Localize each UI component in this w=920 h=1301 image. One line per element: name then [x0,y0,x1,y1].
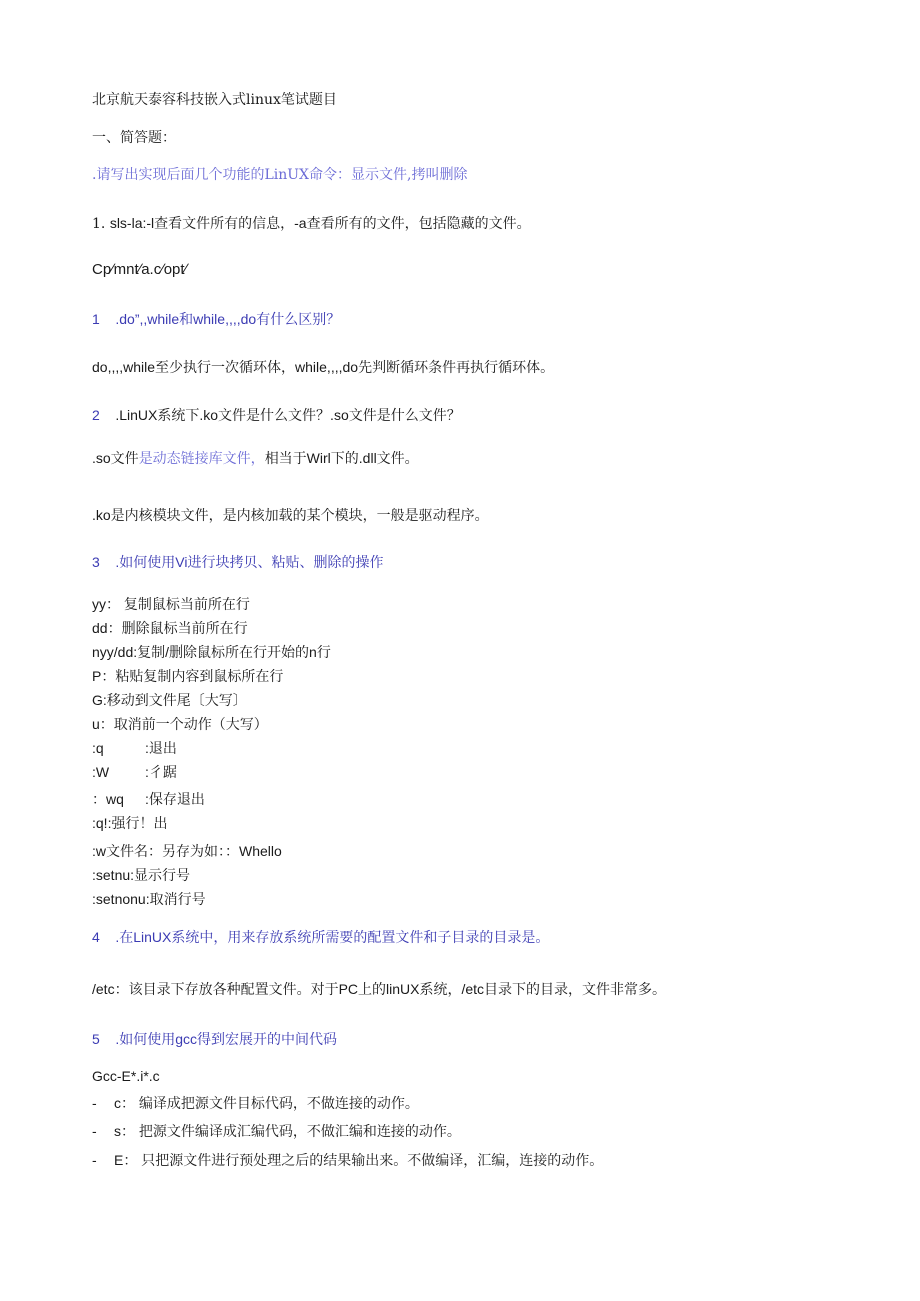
vi-command-desc: 粘贴复制内容到鼠标所在行 [115,668,284,684]
vi-command: :w [92,843,106,859]
list-dash: - [92,1123,97,1139]
gcc-option-desc: 只把源文件进行预处理之后的结果输出来。不做编译，汇编，连接的动作。 [141,1152,604,1168]
question-5 [92,1030,337,1048]
question-5-number: 5 [92,1031,100,1047]
gcc-option: c： [114,1095,135,1111]
vi-command-desc: 文件名：另存为如：：Whello [106,843,282,859]
vi-command: ：wq [92,791,124,807]
vi-command-desc: 取消行号 [149,891,206,907]
answer-2-so-suffix: 相当于Wirl下的.dll文件。 [264,450,419,466]
answer-0-number: 1. [92,216,110,232]
vi-command-desc: 显示行号 [134,867,191,883]
vi-command-row [92,619,248,637]
question-4-number: 4 [92,929,100,945]
vi-command: :q [92,740,104,756]
vi-command-desc: :退出 [145,740,177,756]
vi-command: :setnonu: [92,891,150,907]
gcc-option-row [92,1151,603,1169]
vi-command-desc: 取消前一个动作（大写） [113,716,268,732]
vi-command: P： [92,668,116,684]
question-4 [92,928,549,946]
document-title: 北京航天泰容科技嵌入式linux笔试题目 [92,92,337,108]
answer-0-text: sls-la:-l查看文件所有的信息，-a查看所有的文件，包括隐藏的文件。 [109,215,531,231]
answer-4: /etc：该目录下存放各种配置文件。对于PC上的linUX系统，/etc目录下的目录，文件非常多。 [92,981,667,997]
vi-command-desc: :彳踞 [145,764,177,780]
vi-command-desc: 强行！出 [111,815,168,831]
vi-command-row [92,866,190,884]
answer-0-line2: Cp∕mnt∕a.c∕opt∕ [92,261,188,278]
question-1-number: 1 [92,311,100,327]
vi-command-row [92,667,283,685]
vi-command-desc: :保存退出 [145,791,205,807]
answer-1: do,,,,while至少执行一次循环体，while,,,,do先判断循环条件再执行循环体。 [92,359,555,375]
vi-command-row [92,643,331,661]
gcc-option-row [92,1122,461,1140]
question-1-text: .do”,,while和while,,,,do有什么区别？ [115,311,341,327]
answer-5-head: Gcc-E*.i*.c [92,1068,160,1084]
vi-command: dd： [92,620,122,636]
gcc-option: E： [114,1152,138,1168]
vi-command-row [92,814,167,832]
question-0: .请写出实现后面几个功能的LinUX命令：显示文件,拷叫删除 [92,167,468,183]
vi-command: yy： [92,596,120,612]
gcc-option: s： [114,1123,135,1139]
list-dash: - [92,1152,97,1168]
vi-command-row [92,715,268,733]
answer-2-so-prefix: .so文件 [92,450,139,466]
vi-command-row [92,691,247,709]
answer-2-so [92,449,419,467]
gcc-option-row [92,1094,419,1112]
vi-command-row [92,842,282,860]
vi-command: :setnu: [92,867,135,883]
vi-command: :q!: [92,815,112,831]
answer-2-ko: .ko是内核模块文件，是内核加载的某个模块，一般是驱动程序。 [92,507,489,523]
vi-command-desc: 复制/删除鼠标所在行开始的n行 [137,644,331,660]
vi-command-row [92,763,177,781]
vi-command-row [92,739,177,757]
vi-command: u： [92,716,114,732]
answer-0-line1 [92,214,531,233]
question-2-text: .LinUX系统下.ko文件是什么文件？.so文件是什么文件？ [115,407,461,423]
vi-command-desc: 复制鼠标当前所在行 [123,596,250,612]
question-2 [92,406,461,424]
vi-command-desc: 删除鼠标当前所在行 [121,620,248,636]
question-4-text: .在LinUX系统中，用来存放系统所需要的配置文件和子目录的目录是。 [115,929,550,945]
vi-command-row [92,890,206,908]
question-2-number: 2 [92,407,100,423]
vi-command-desc: 移动到文件尾〔大写〕 [106,692,247,708]
question-3 [92,553,383,571]
vi-command-row [92,595,250,613]
question-3-text: .如何使用Vi进行块拷贝、粘贴、删除的操作 [115,554,384,570]
gcc-option-desc: 把源文件编译成汇编代码，不做汇编和连接的动作。 [138,1123,461,1139]
vi-command-row [92,790,205,808]
vi-command: G: [92,692,107,708]
question-1 [92,310,340,328]
answer-2-so-highlight: 是动态链接库文件， [138,450,265,466]
vi-command: nyy/dd: [92,644,138,660]
list-dash: - [92,1095,97,1111]
vi-command: :W [92,764,110,780]
gcc-option-desc: 编译成把源文件目标代码，不做连接的动作。 [138,1095,419,1111]
question-5-text: .如何使用gcc得到宏展开的中间代码 [115,1031,338,1047]
section-heading: 一、简答题： [92,130,176,146]
question-3-number: 3 [92,554,100,570]
